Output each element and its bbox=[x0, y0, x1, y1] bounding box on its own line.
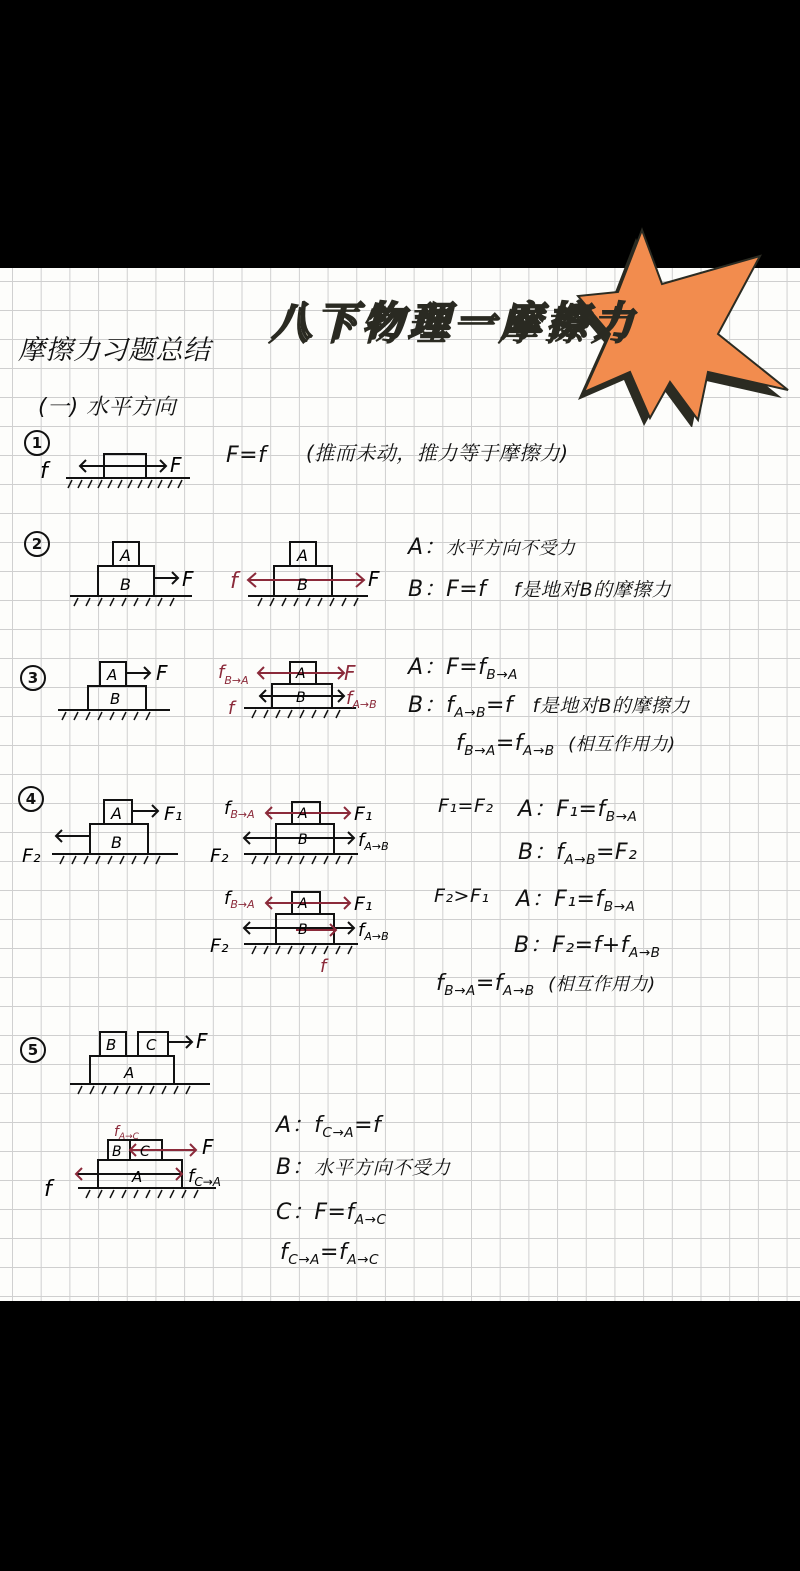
svg-text:F₂: F₂ bbox=[210, 935, 229, 957]
svg-text:A: A bbox=[298, 896, 308, 912]
svg-text:F₂: F₂ bbox=[22, 845, 41, 867]
diagram-4a bbox=[20, 798, 190, 868]
diagram-1 bbox=[38, 448, 198, 488]
line-4-gt-A: A：$F_1=f_{B\to A}$ bbox=[516, 887, 636, 915]
svg-text:F: F bbox=[368, 567, 380, 591]
diagram-2b bbox=[226, 540, 396, 605]
svg-text:f: f bbox=[320, 956, 327, 977]
svg-text:fA→B: $f_{A\to B}$ bbox=[358, 920, 389, 943]
svg-text:F₁: F₁ bbox=[164, 803, 183, 825]
banner-title: 八下物理一摩擦力 bbox=[272, 299, 640, 345]
svg-text:F: F bbox=[344, 661, 356, 685]
svg-text:F₂: F₂ bbox=[210, 845, 229, 867]
svg-text:f: f bbox=[44, 1177, 52, 1202]
svg-text:f: f bbox=[228, 698, 235, 719]
line-3-B: B：$f_{A\to B}=f$ f是地对B的摩擦力 bbox=[408, 693, 690, 721]
condition-greater: F₂>F₁ bbox=[434, 885, 490, 907]
svg-text:B: B bbox=[106, 1036, 117, 1054]
svg-text:fA→B: $f_{A\to B}$ bbox=[358, 830, 389, 853]
label-f: f bbox=[40, 459, 48, 484]
diagram-4b bbox=[208, 796, 418, 868]
svg-text:A: A bbox=[111, 804, 122, 823]
label-F: F bbox=[170, 453, 182, 477]
svg-text:A: A bbox=[298, 806, 308, 822]
condition-equal: F₁=F₂ bbox=[438, 795, 494, 817]
svg-text:B: B bbox=[110, 690, 121, 708]
diagram-2a bbox=[68, 540, 218, 605]
line-4-eq-A: A：$F_1=f_{B\to A}$ bbox=[518, 797, 638, 825]
section-number-4: 4 bbox=[18, 786, 44, 812]
line-3-A: A：$F=f_{B\to A}$ bbox=[408, 655, 518, 683]
svg-text:F: F bbox=[196, 1029, 208, 1053]
line-4-eq-B: B：$f_{A\to B}=F_2$ bbox=[518, 840, 638, 868]
svg-text:C: C bbox=[140, 1144, 150, 1160]
diagram-3b bbox=[216, 658, 406, 720]
svg-text:B: B bbox=[298, 832, 308, 848]
svg-text:B: B bbox=[298, 922, 308, 938]
svg-text:A: A bbox=[107, 666, 118, 684]
section-number-1: 1 bbox=[24, 430, 50, 456]
svg-text:F: F bbox=[202, 1135, 214, 1159]
svg-text:B: B bbox=[111, 833, 122, 852]
svg-text:f: f bbox=[230, 569, 238, 594]
equation-1: F=f bbox=[226, 443, 267, 468]
diagram-5b bbox=[40, 1120, 250, 1202]
svg-text:A: A bbox=[297, 546, 308, 565]
svg-text:F: F bbox=[156, 661, 168, 685]
svg-text:F: F bbox=[182, 567, 194, 591]
line-2-B: B：F=f f是地对B的摩擦力 bbox=[408, 577, 672, 602]
line-5-D: $f_{C\to A}=f_{A\to C}$ bbox=[280, 1240, 379, 1268]
svg-text:F₁: F₁ bbox=[354, 893, 373, 915]
line-4-gt-C: $f_{B\to A}=f_{A\to B}$ (相互作用力) bbox=[436, 971, 656, 999]
svg-text:fA→B: $f_{A\to B}$ bbox=[346, 688, 377, 711]
svg-text:A: A bbox=[124, 1064, 135, 1082]
svg-text:fB→A: $f_{B\to A}$ bbox=[218, 662, 249, 687]
svg-text:C: C bbox=[146, 1036, 157, 1054]
line-5-A: A：$f_{C\to A}=f$ bbox=[276, 1113, 382, 1141]
subheading: (一) 水平方向 bbox=[38, 395, 177, 420]
line-5-B: B：水平方向不受力 bbox=[276, 1155, 451, 1180]
diagram-4c bbox=[208, 886, 418, 978]
svg-text:A: A bbox=[132, 1168, 143, 1186]
svg-text:B: B bbox=[297, 575, 308, 594]
svg-text:fA→C: $f_{A\to C}$ bbox=[114, 1124, 139, 1142]
line-4-gt-B: B：$F_2=f+f_{A\to B}$ bbox=[514, 933, 661, 961]
svg-text:F₁: F₁ bbox=[354, 803, 373, 825]
svg-text:fB→A: $f_{B\to A}$ bbox=[224, 888, 255, 911]
svg-text:B: B bbox=[120, 575, 131, 594]
line-2-A: A：水平方向不受力 bbox=[408, 535, 576, 560]
svg-text:fB→A: $f_{B\to A}$ bbox=[224, 798, 255, 821]
svg-text:B: B bbox=[296, 690, 306, 706]
line-3-C: $f_{B\to A}=f_{A\to B}$ (相互作用力) bbox=[456, 731, 676, 759]
svg-text:A: A bbox=[296, 666, 306, 682]
svg-text:B: B bbox=[112, 1144, 122, 1160]
section-number-5: 5 bbox=[20, 1037, 46, 1063]
section-number-3: 3 bbox=[20, 665, 46, 691]
line-5-C: C：$F=f_{A\to C}$ bbox=[276, 1200, 387, 1228]
page-heading: 摩擦力习题总结 bbox=[18, 335, 211, 366]
diagram-5a bbox=[68, 1030, 218, 1092]
svg-text:A: A bbox=[120, 546, 131, 565]
note-1: (推而未动，推力等于摩擦力) bbox=[306, 441, 569, 465]
diagram-3a bbox=[56, 660, 186, 720]
svg-text:fC→A: $f_{C\to A}$ bbox=[188, 1166, 221, 1189]
section-number-2: 2 bbox=[24, 531, 50, 557]
